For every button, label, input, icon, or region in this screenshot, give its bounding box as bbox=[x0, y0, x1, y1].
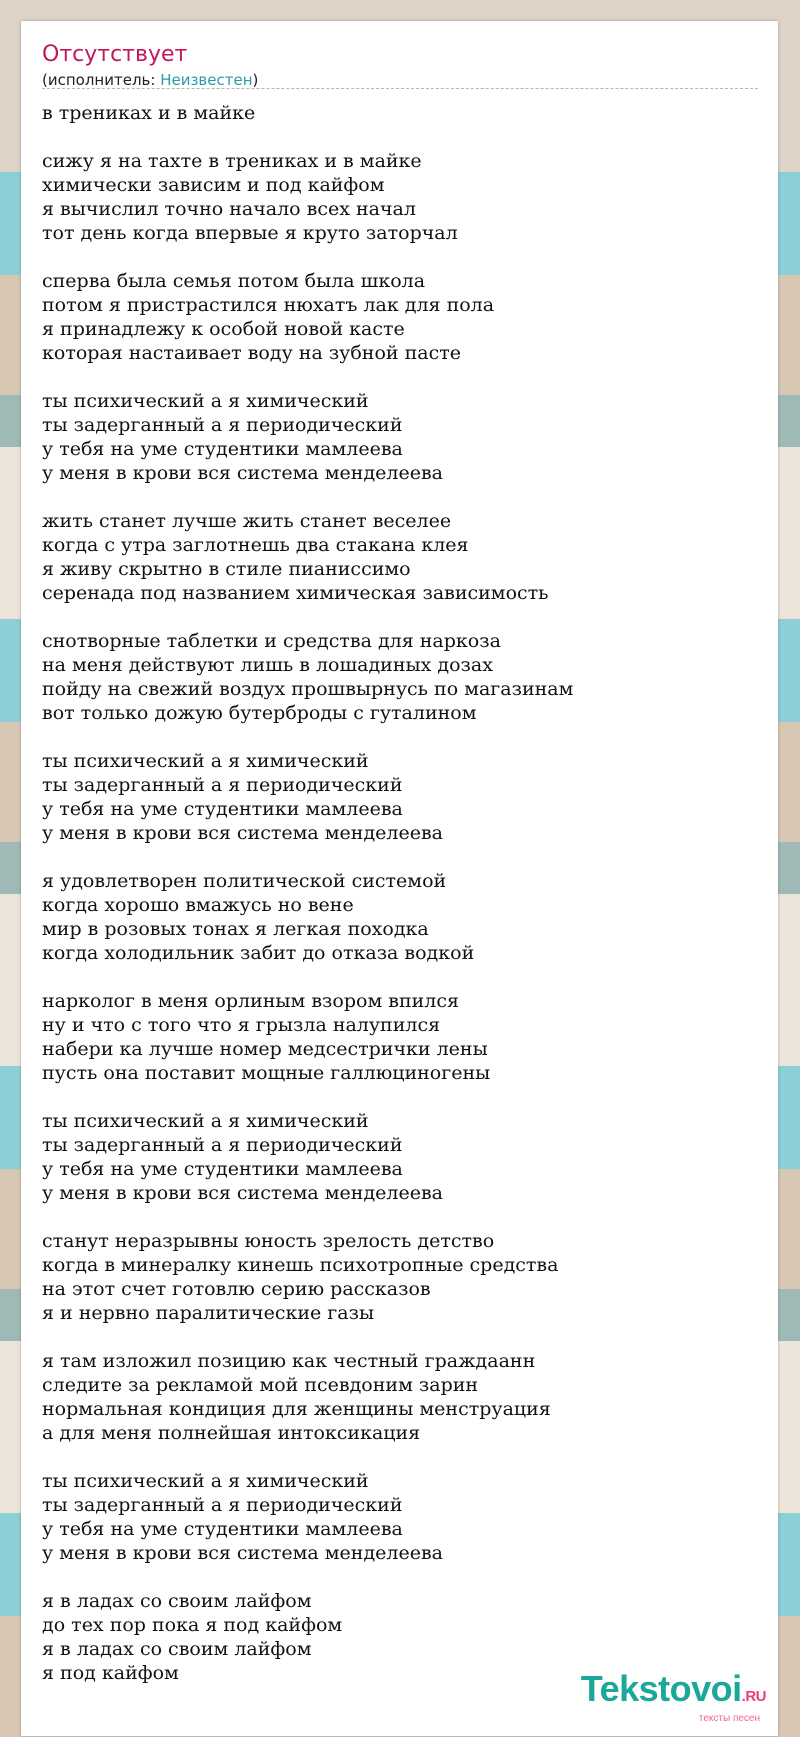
lyric-line: набери ка лучше номер медсестрички лены bbox=[42, 1038, 488, 1060]
lyric-line: ты задерганный а я периодический bbox=[42, 1134, 403, 1156]
lyric-line: я живу скрытно в стиле пианиссимо bbox=[42, 558, 411, 580]
lyric-line: я в ладах со своим лайфом bbox=[42, 1638, 312, 1660]
lyric-line: ты психический а я химический bbox=[42, 1470, 369, 1492]
lyric-line: станут неразрывны юность зрелость детство bbox=[42, 1230, 495, 1252]
stanza-gap bbox=[42, 725, 762, 749]
lyric-line: у меня в крови вся система менделеева bbox=[42, 822, 443, 844]
lyric-line: ты задерганный а я периодический bbox=[42, 774, 403, 796]
lyric-line: тот день когда впервые я круто заторчал bbox=[42, 222, 458, 244]
lyric-line: ты задерганный а я периодический bbox=[42, 1494, 403, 1516]
title-divider bbox=[42, 88, 758, 89]
lyric-line: мир в розовых тонах я легкая походка bbox=[42, 918, 429, 940]
artist-line bbox=[42, 70, 258, 90]
lyric-line: у тебя на уме студентики мамлеева bbox=[42, 1518, 403, 1540]
lyric-line: я там изложил позицию как честный граждаанн bbox=[42, 1350, 536, 1372]
logo-wordmark bbox=[580, 1668, 766, 1715]
logo-main-text: Tekstovoi bbox=[580, 1668, 742, 1709]
lyric-line: сижу я на тахте в трениках и в майке bbox=[42, 150, 422, 172]
site-logo[interactable] bbox=[580, 1668, 766, 1724]
lyric-line: у меня в крови вся система менделеева bbox=[42, 1182, 443, 1204]
lyric-line: ты психический а я химический bbox=[42, 750, 369, 772]
lyric-line: ты психический а я химический bbox=[42, 1110, 369, 1132]
lyric-line: когда хорошо вмажусь но вене bbox=[42, 894, 354, 916]
lyric-line: пойду на свежий воздух прошвырнусь по магазинам bbox=[42, 678, 574, 700]
stanza-gap bbox=[42, 125, 762, 149]
lyric-line: у меня в крови вся система менделеева bbox=[42, 1542, 443, 1564]
lyric-line: на этот счет готовлю серию рассказов bbox=[42, 1278, 431, 1300]
stanza-gap bbox=[42, 485, 762, 509]
logo-tld: .RU bbox=[741, 1688, 766, 1705]
stanza-gap bbox=[42, 1205, 762, 1229]
lyric-line: когда холодильник забит до отказа водкой bbox=[42, 942, 475, 964]
lyric-line: ну и что с того что я грызла налупился bbox=[42, 1014, 441, 1036]
lyric-line: потом я пристрастился нюхатъ лак для пола bbox=[42, 294, 495, 316]
lyric-line: а для меня полнейшая интоксикация bbox=[42, 1422, 421, 1444]
lyric-line: у тебя на уме студентики мамлеева bbox=[42, 438, 403, 460]
lyric-line: жить станет лучше жить станет веселее bbox=[42, 510, 452, 532]
song-title: Отсутствует bbox=[42, 42, 188, 67]
stanza-gap bbox=[42, 605, 762, 629]
lyric-line: нормальная кондиция для женщины менструация bbox=[42, 1398, 551, 1420]
lyric-line: в трениках и в майке bbox=[42, 102, 256, 124]
lyric-line: я и нервно паралитические газы bbox=[42, 1302, 375, 1324]
lyric-line: которая настаивает воду на зубной пасте bbox=[42, 342, 461, 364]
lyric-line: следите за рекламой мой псевдоним зарин bbox=[42, 1374, 479, 1396]
lyric-line: химически зависим и под кайфом bbox=[42, 174, 385, 196]
stanza-gap bbox=[42, 965, 762, 989]
lyric-line: снотворные таблетки и средства для наркоза bbox=[42, 630, 501, 652]
lyric-line: когда в минералку кинешь психотропные средства bbox=[42, 1254, 559, 1276]
lyric-line: у меня в крови вся система менделеева bbox=[42, 462, 443, 484]
lyric-line: я в ладах со своим лайфом bbox=[42, 1590, 312, 1612]
lyric-line: ты психический а я химический bbox=[42, 390, 369, 412]
artist-link[interactable]: Неизвестен bbox=[160, 71, 253, 89]
stanza-gap bbox=[42, 1325, 762, 1349]
stanza-gap bbox=[42, 1565, 762, 1589]
lyric-line: ты задерганный а я периодический bbox=[42, 414, 403, 436]
stanza-gap bbox=[42, 365, 762, 389]
logo-subtitle: тексты песен bbox=[698, 1713, 760, 1724]
artist-suffix: ) bbox=[252, 71, 259, 89]
lyric-line: до тех пор пока я под кайфом bbox=[42, 1614, 343, 1636]
stanza-gap bbox=[42, 245, 762, 269]
stanza-gap bbox=[42, 1445, 762, 1469]
lyric-line: пусть она поставит мощные галлюциногены bbox=[42, 1062, 491, 1084]
artist-prefix: (исполнитель: bbox=[42, 71, 161, 89]
lyric-line: у тебя на уме студентики мамлеева bbox=[42, 1158, 403, 1180]
lyric-line: сперва была семья потом была школа bbox=[42, 270, 426, 292]
lyric-line: я удовлетворен политической системой bbox=[42, 870, 447, 892]
lyric-line: серенада под названием химическая зависимость bbox=[42, 582, 549, 604]
lyric-line: на меня действуют лишь в лошадиных дозах bbox=[42, 654, 493, 676]
lyric-line: вот только дожую бутерброды с гуталином bbox=[42, 702, 477, 724]
stanza-gap bbox=[42, 1085, 762, 1109]
lyric-line: у тебя на уме студентики мамлеева bbox=[42, 798, 403, 820]
lyric-line: я принадлежу к особой новой касте bbox=[42, 318, 405, 340]
lyric-line: я вычислил точно начало всех начал bbox=[42, 198, 416, 220]
lyric-line: нарколог в меня орлиным взором впился bbox=[42, 990, 459, 1012]
stanza-gap bbox=[42, 845, 762, 869]
lyrics-card bbox=[21, 21, 778, 1736]
lyric-line: я под кайфом bbox=[42, 1662, 179, 1684]
lyric-line: когда с утра заглотнешь два стакана клея bbox=[42, 534, 469, 556]
lyrics-text bbox=[42, 101, 762, 1685]
